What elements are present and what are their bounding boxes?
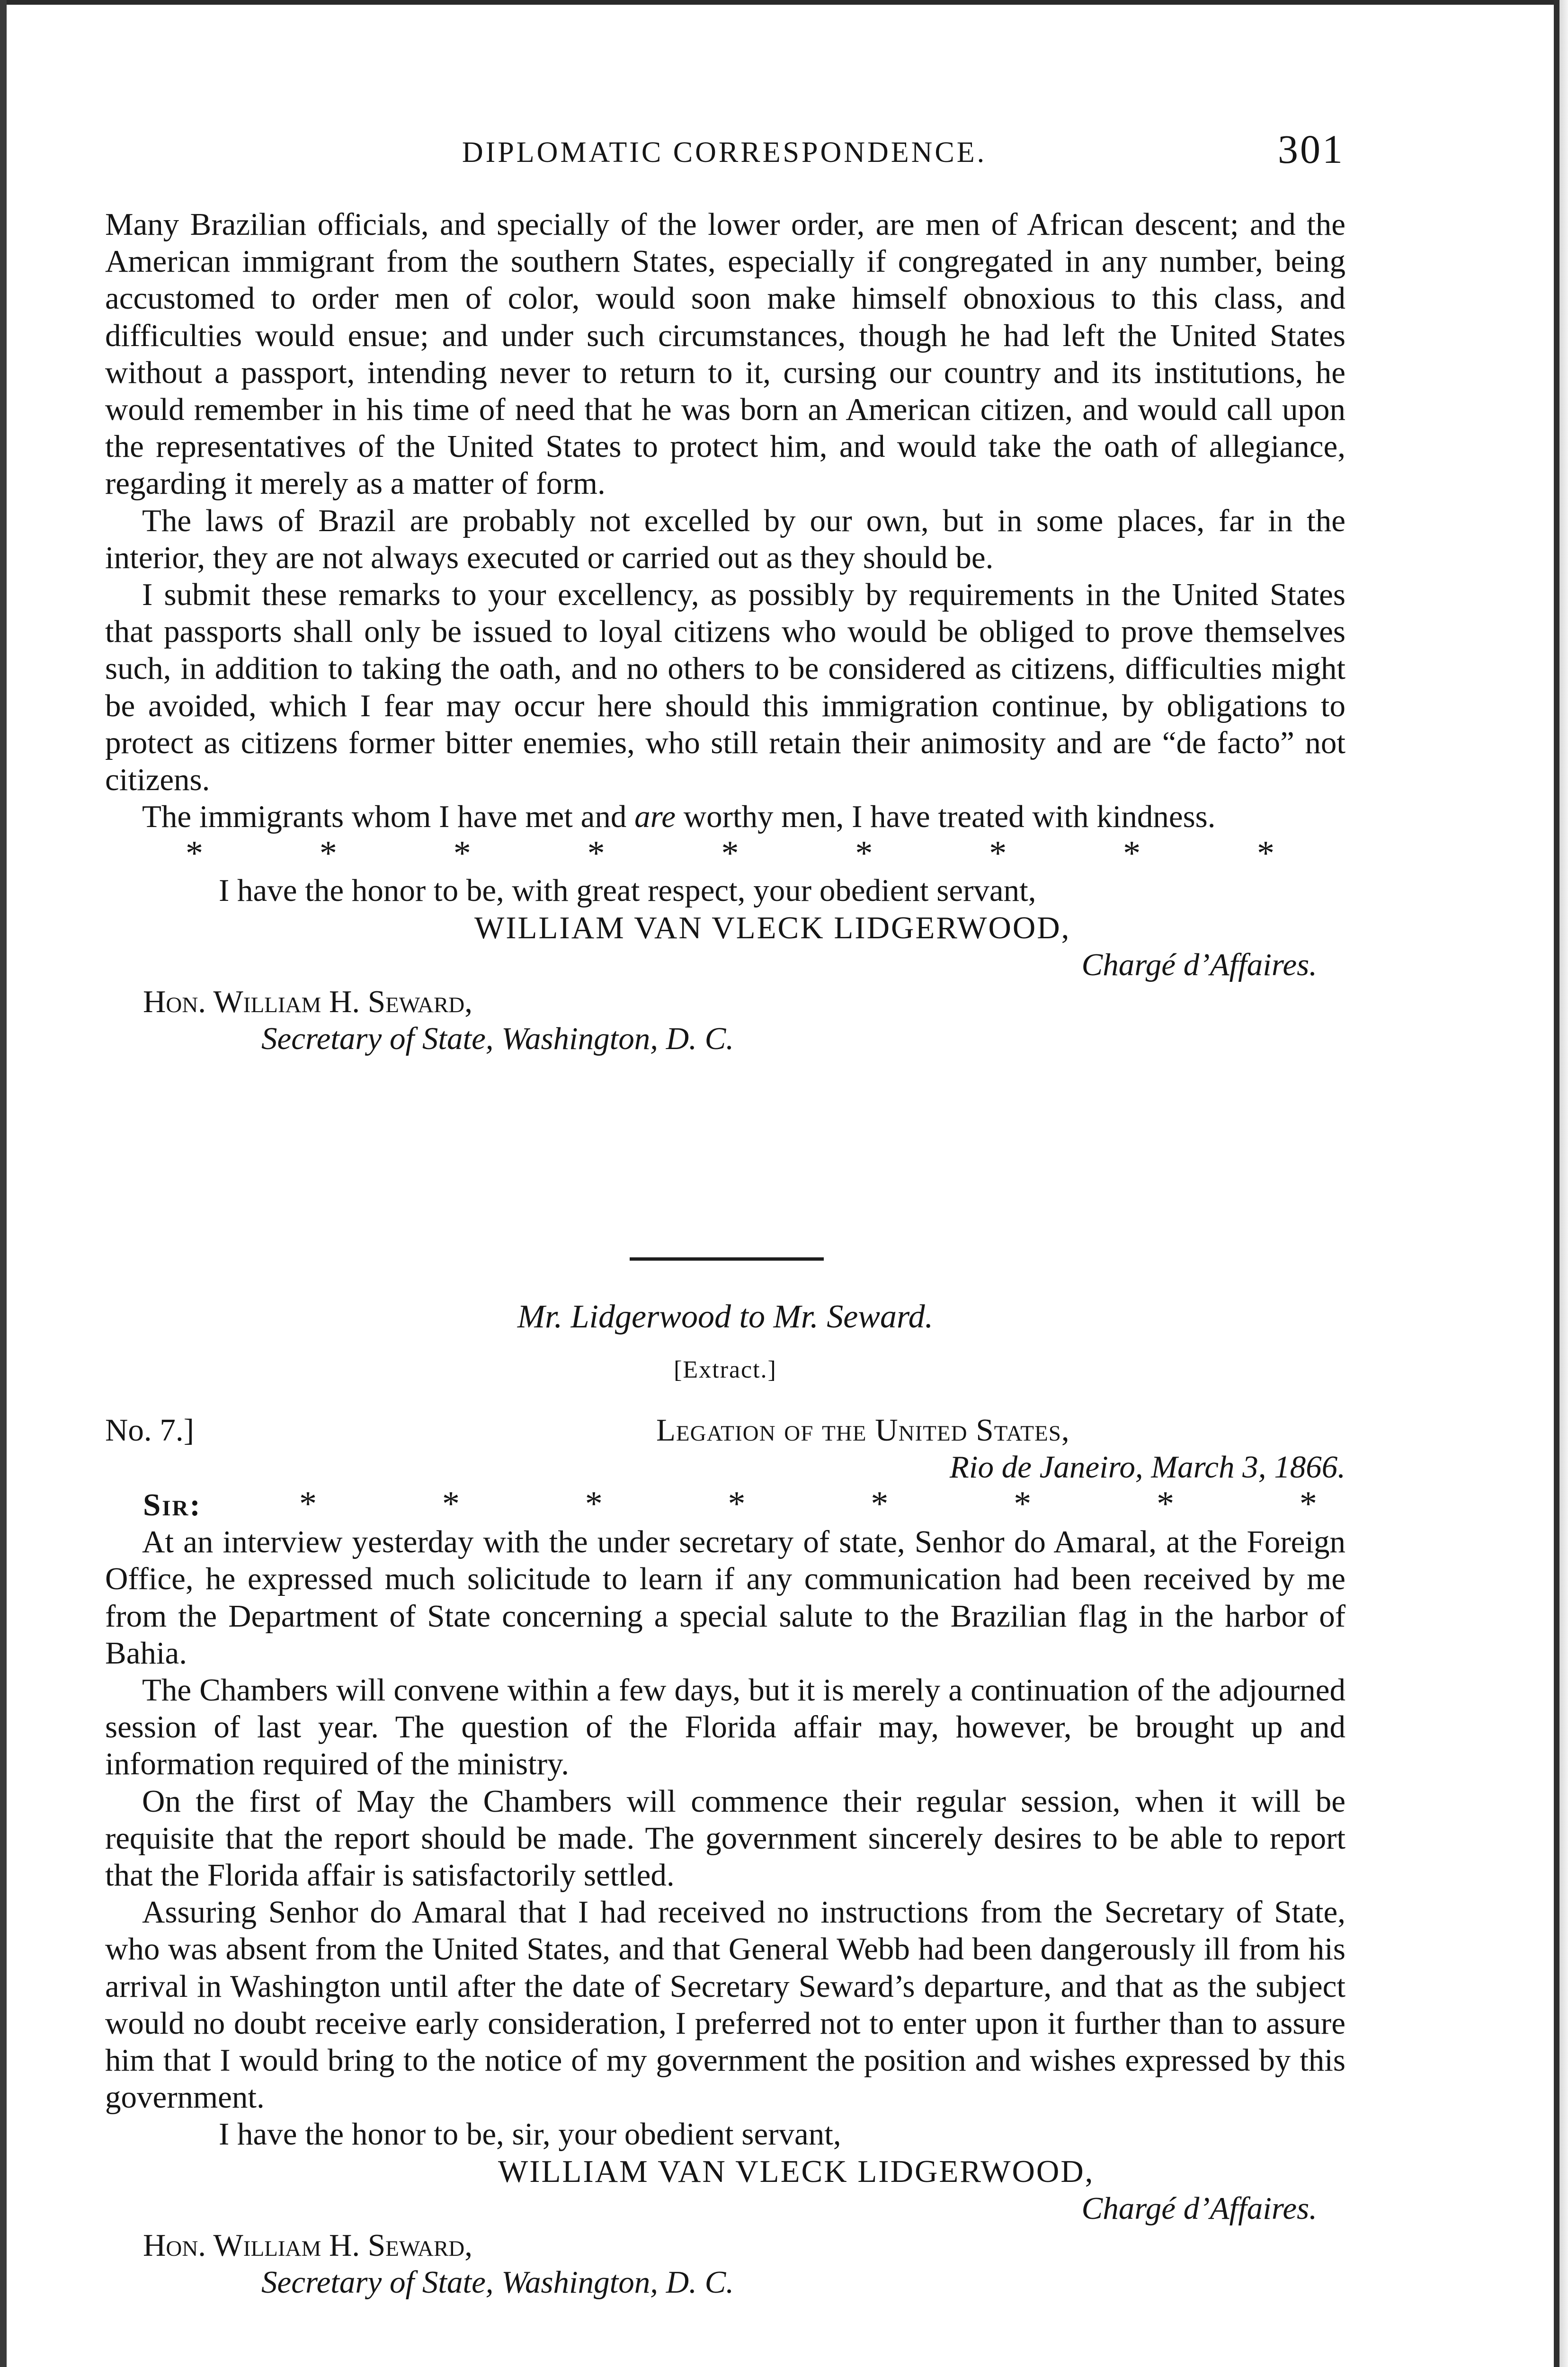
running-head: DIPLOMATIC CORRESPONDENCE. <box>462 136 987 169</box>
letter-1-signature-title: Chargé d’Affaires. <box>1081 947 1317 982</box>
omission-star: * <box>728 1485 746 1523</box>
letter-1-body <box>105 206 1345 1057</box>
letter-1-addressee-line2: Secretary of State, Washington, D. C. <box>261 1021 734 1057</box>
omission-star: * <box>453 834 471 873</box>
page-header <box>104 125 1345 178</box>
omission-star: * <box>1299 1485 1317 1523</box>
letter-2-legation: Legation of the United States, <box>656 1413 1070 1448</box>
omission-star: * <box>299 1485 317 1523</box>
omission-star: * <box>587 834 605 873</box>
letter-2-paragraph: On the first of May the Chambers will commence their regular session, when it will be requisite that the report should be made. The government sincerely desires to be able to report that the Florida affair is satisfactorily settled. <box>105 1783 1345 1893</box>
section-divider-rule <box>630 1257 824 1261</box>
omission-star: * <box>989 834 1007 873</box>
letter-2-body <box>105 1486 1345 2301</box>
omission-star: * <box>1123 834 1141 873</box>
letter-1-paragraph: Many Brazilian officials, and specially of the lower order, are men of African descent; and the American immigrant from the southern States, especially if congregated in any number, being accustomed to order men of color, would soon make himself obnoxious to this class, and difficulties would ensue; and under such circumstances, though he had left the United States without a passport, intending never to return to it, cursing our country and its institutions, he would remember in his time of need that he was born an American citizen, and would call upon the representatives of the United States to protect him, and would take the oath of allegiance, regarding it merely as a matter of form. <box>105 207 1345 501</box>
page-top-border <box>0 0 1568 5</box>
omission-star: * <box>442 1485 460 1523</box>
letter-2-paragraph: Assuring Senhor do Amaral that I had received no instructions from the Secretary of State, who was absent from the United States, and that General Webb had been dangerously ill from his arrival in Washington until after the date of Secretary Seward’s departure, and that as the subject would no doubt receive early consideration, I preferred not to enter upon it further than to assure him that I would bring to the notice of my government the position and wishes expressed by this government. <box>105 1895 1345 2115</box>
omission-star: * <box>721 834 739 873</box>
letter-2-signature: WILLIAM VAN VLECK LIDGERWOOD, <box>498 2153 1095 2189</box>
letter-2-closing: I have the honor to be, sir, your obedient servant, <box>219 2117 841 2152</box>
letter-1-addressee: Hon. William H. Seward, <box>143 984 472 1020</box>
omission-star: * <box>186 834 203 873</box>
letter-1-paragraph-last <box>105 798 1345 835</box>
letter-2-signature-title: Chargé d’Affaires. <box>1081 2190 1317 2226</box>
letter-2-number: No. 7.] <box>105 1413 194 1448</box>
letter-2-addressee: Hon. William H. Seward, <box>143 2228 472 2263</box>
letter-2-omission-stars <box>299 1486 1345 1522</box>
letter-1-paragraph: The laws of Brazil are probably not excelled by our own, but in some places, far in the interior, they are not always executed or carried out as they should be. <box>105 503 1345 575</box>
letter-1-signature: WILLIAM VAN VLECK LIDGERWOOD, <box>474 910 1071 945</box>
omission-star: * <box>1014 1485 1032 1523</box>
omission-star: * <box>585 1485 603 1523</box>
letter-2-salutation-row <box>105 1486 1345 1523</box>
letter-1-last-emphasis: are <box>634 799 676 835</box>
page-left-border <box>0 0 7 2367</box>
letter-2-salutation: Sir: <box>143 1487 202 1522</box>
letter-2-addressee-line2: Secretary of State, Washington, D. C. <box>261 2265 734 2300</box>
omission-star: * <box>1257 834 1274 873</box>
letter-2-extract-label: [Extract.] <box>674 1356 777 1383</box>
omission-star: * <box>871 1485 889 1523</box>
letter-1-last-text-after: worthy men, I have treated with kindness. <box>675 799 1216 835</box>
letter-1-closing: I have the honor to be, with great respect, your obedient servant, <box>219 873 1036 908</box>
page-right-border <box>1554 0 1559 2367</box>
omission-star: * <box>855 834 873 873</box>
letter-1-last-text-before: The immigrants whom I have met and <box>142 799 635 835</box>
omission-star: * <box>319 834 337 873</box>
omission-star: * <box>1157 1485 1175 1523</box>
letter-2-place-date: Rio de Janeiro, March 3, 1866. <box>949 1450 1345 1485</box>
letter-2-paragraph: At an interview yesterday with the under secretary of state, Senhor do Amaral, at the Foreign Office, he expressed much solicitude to learn if any communication had been received by me from the Department of State concerning a special salute to the Brazilian flag in the harbor of Bahia. <box>105 1524 1345 1671</box>
letter-2-paragraph: The Chambers will convene within a few days, but it is merely a continuation of the adjourned session of last year. The question of the Florida affair may, however, be brought up and information required of the ministry. <box>105 1673 1345 1782</box>
letter-1-omission-stars <box>105 835 1345 872</box>
letter-2-title: Mr. Lidgerwood to Mr. Seward. <box>517 1299 934 1335</box>
page-number: 301 <box>1278 126 1345 172</box>
letter-1-paragraph: I submit these remarks to your excellency, as possibly by requirements in the United States that passports shall only be issued to loyal citizens who would be obliged to prove themselves such, in addition to taking the oath, and no others to be considered as citizens, difficulties might be avoided, which I fear may occur here should this immigration continue, by obligations to protect as citizens former bitter enemies, who still retain their animosity and are “de facto” not citizens. <box>105 577 1345 798</box>
page-right-shadow <box>1559 0 1568 2367</box>
